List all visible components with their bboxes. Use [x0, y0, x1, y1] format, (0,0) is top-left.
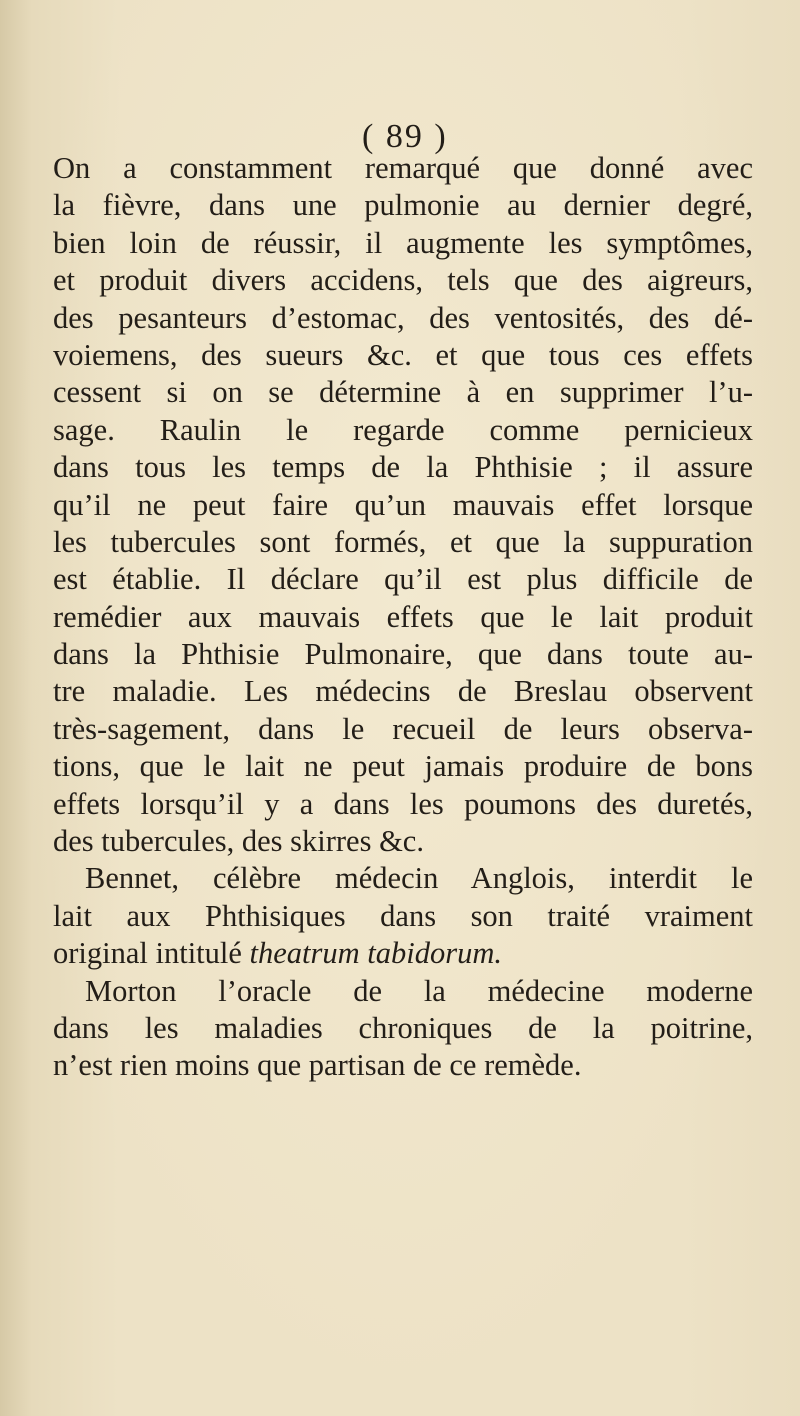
page-number: ( 89 ) — [362, 118, 448, 155]
text-line: des tubercules, des skirres &c. — [53, 824, 424, 859]
text-line: bien loin de réussir, il augmente les symptômes, — [53, 225, 753, 260]
text-line: dans les maladies chroniques de la poitrine, — [53, 1010, 753, 1045]
text-line: sage. Raulin le regarde comme pernicieux — [53, 412, 753, 447]
body-text — [53, 150, 753, 1085]
text-line: Morton l’oracle de la médecine moderne — [85, 973, 753, 1008]
text-line: Bennet, célèbre médecin Anglois, interdit le — [85, 861, 753, 896]
text-line: les tubercules sont formés, et que la suppuration — [53, 524, 753, 559]
text-line: des pesanteurs d’estomac, des ventosités, des dé- — [53, 300, 753, 335]
text-line: qu’il ne peut faire qu’un mauvais effet lorsque — [53, 487, 753, 522]
text-line: très-sagement, dans le recueil de leurs observa- — [53, 711, 753, 746]
text-line: dans la Phthisie Pulmonaire, que dans toute au- — [53, 637, 753, 672]
text-line: voiemens, des sueurs &c. et que tous ces effets — [53, 337, 753, 372]
text-line: tions, que le lait ne peut jamais produire de bons — [53, 749, 753, 784]
text-segment: original intitulé — [53, 936, 250, 971]
text-line: n’est rien moins que partisan de ce remède. — [53, 1048, 582, 1083]
text-line: lait aux Phthisiques dans son traité vraiment — [53, 898, 753, 933]
text-line: On a constamment remarqué que donné avec — [53, 151, 753, 185]
text-line: la fièvre, dans une pulmonie au dernier degré, — [53, 188, 753, 223]
text-line: et produit divers accidens, tels que des aigreurs, — [53, 263, 753, 298]
book-title: theatrum tabidorum. — [249, 936, 503, 971]
text-line: remédier aux mauvais effets que le lait produit — [53, 599, 753, 634]
text-line: cessent si on se détermine à en supprimer l’u- — [53, 375, 753, 410]
text-line: tre maladie. Les médecins de Breslau observent — [53, 674, 753, 709]
text-line: est établie. Il déclare qu’il est plus difficile de — [53, 562, 753, 597]
text-line-with-title — [53, 935, 753, 972]
text-line: effets lorsqu’il y a dans les poumons des duretés, — [53, 786, 753, 821]
text-line: dans tous les temps de la Phthisie ; il assure — [53, 450, 753, 485]
